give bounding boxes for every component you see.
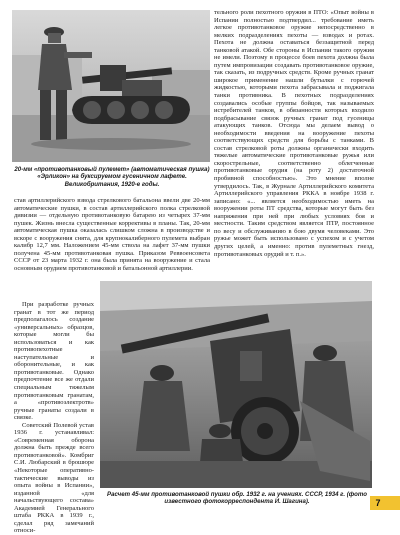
article-column-right [214,9,374,258]
page-number: 7 [370,496,386,510]
paragraph: При разработке ручных гранат в тот же период предполагалось создание «универсальных» образцов, которые могли бы использоваться и как противопехотные наступательные и оборонительные, и как противотанковые. Однако предпочтение все же отдали специальным тяжелым противотанковым гранатам, а «противоэлектротв» ручные гранаты создали в связке. [14,301,94,422]
photo-45mm-gun-crew [100,281,372,488]
paragraph: Советский Полевой устав 1936 г. устанавливал: «Современная оборона должна быть прежде всего противотанковой». Комбриг С.И. Любарский в брошюре «Некоторые оперативно-тактические выводы из опыта войны в Испании», изданной «для начальствующего состава» Академией Генерального штаба РККА в 1939 г., сделал ряд замечаний относи- [14,421,94,535]
page-edge-tab [386,496,400,510]
photo-oerlikon-gun [12,10,210,162]
paragraph: тельного роли пехотного оружия в ПТО: «Опыт войны в Испании полностью подтвердил... требование иметь легкое противотанковое оружие непосредственно в мелких подразделениях пехоты — взводах и ротах. Пехота не должна оставаться беззащитной перед танковой атакой. Обе стороны в Испании такого оружия не имели. Поэтому в процессе боев пехота должна была путем импровизации создавать противотанковое оружие, так сказать, из подручных средств. Кроме ручных гранат широкое применение нашли бутылки с горючей жидкостью, которыми пехота забрасывала и поджигала танки противника. В пехотных подразделениях создавались особые группы бойцов, так называемых истребителей танков, в обязанности которых входило подбрасывание связок ручных гранат под гусеницы атакующих танков. Отсюда мы делаем вывод о необходимости введения на вооружение пехоты соответствующих средств для борьбы с танками. В состав стрелковой роты должны органически входить тяжелые автоматические противотанковые ружья или скорострельные, соответственно облегченные противотанковые орудия (на роту 2) достаточной пробивной способностью». Это мнение вполне утвердилось. Так, в Журнале Артиллерийского комитета Артиллерийского управления РККА в ноябре 1938 г. записано: «... является необходимостью иметь на вооружении роты ПТ средства, которые могут быть без напряжения при ней при любых условиях боя и местности. Таким средством является ПТР, постоянное по весу и обслуживанию в бою двумя человеками. Это ружье может быть использовано с успехом и с учетом других целей, а именно: против пулеметных гнезд, противотанковых орудий и т. п.». [214,9,374,258]
article-column-left-top [14,197,210,272]
photo-bottom-caption: Расчет 45-мм противотанковой пушки обр. 1932 г. на учениях. СССР, 1934 г. (фото известного фотокорреспондента И. Шагина). [107,491,367,506]
photo-top-caption: 20-мм «противотанковый пулемет» (автоматическая пушка) «Эрликон» на буксируемом гусеничном лафете. Великобритания, 1920-е годы. [14,166,210,188]
article-column-left-narrow [14,301,94,535]
paragraph: став артиллерийского взвода стрелкового батальона ввели две 20-мм автоматические пушки, в состав артиллерийского полка стрелковой дивизии — отдельную противотанковую батарею из четырех 37-мм пушек. Жизнь внесла существенные коррективы в планы. Так, 20-мм автоматическая пушка оказалась слишком сложна в производстве и вскоре с вооружения снята, для крупнокалиберного пулемета выбран калибр 12,7 мм. Наложением 45-мм ствола на лафет 37-мм пушки получена 45-мм противотанковая пушка. Приказом Реввоенсовета СССР от 23 марта 1932 г. она была принята на вооружение и стала основным орудием противотанковой и батальонной артиллерии. [14,197,210,272]
